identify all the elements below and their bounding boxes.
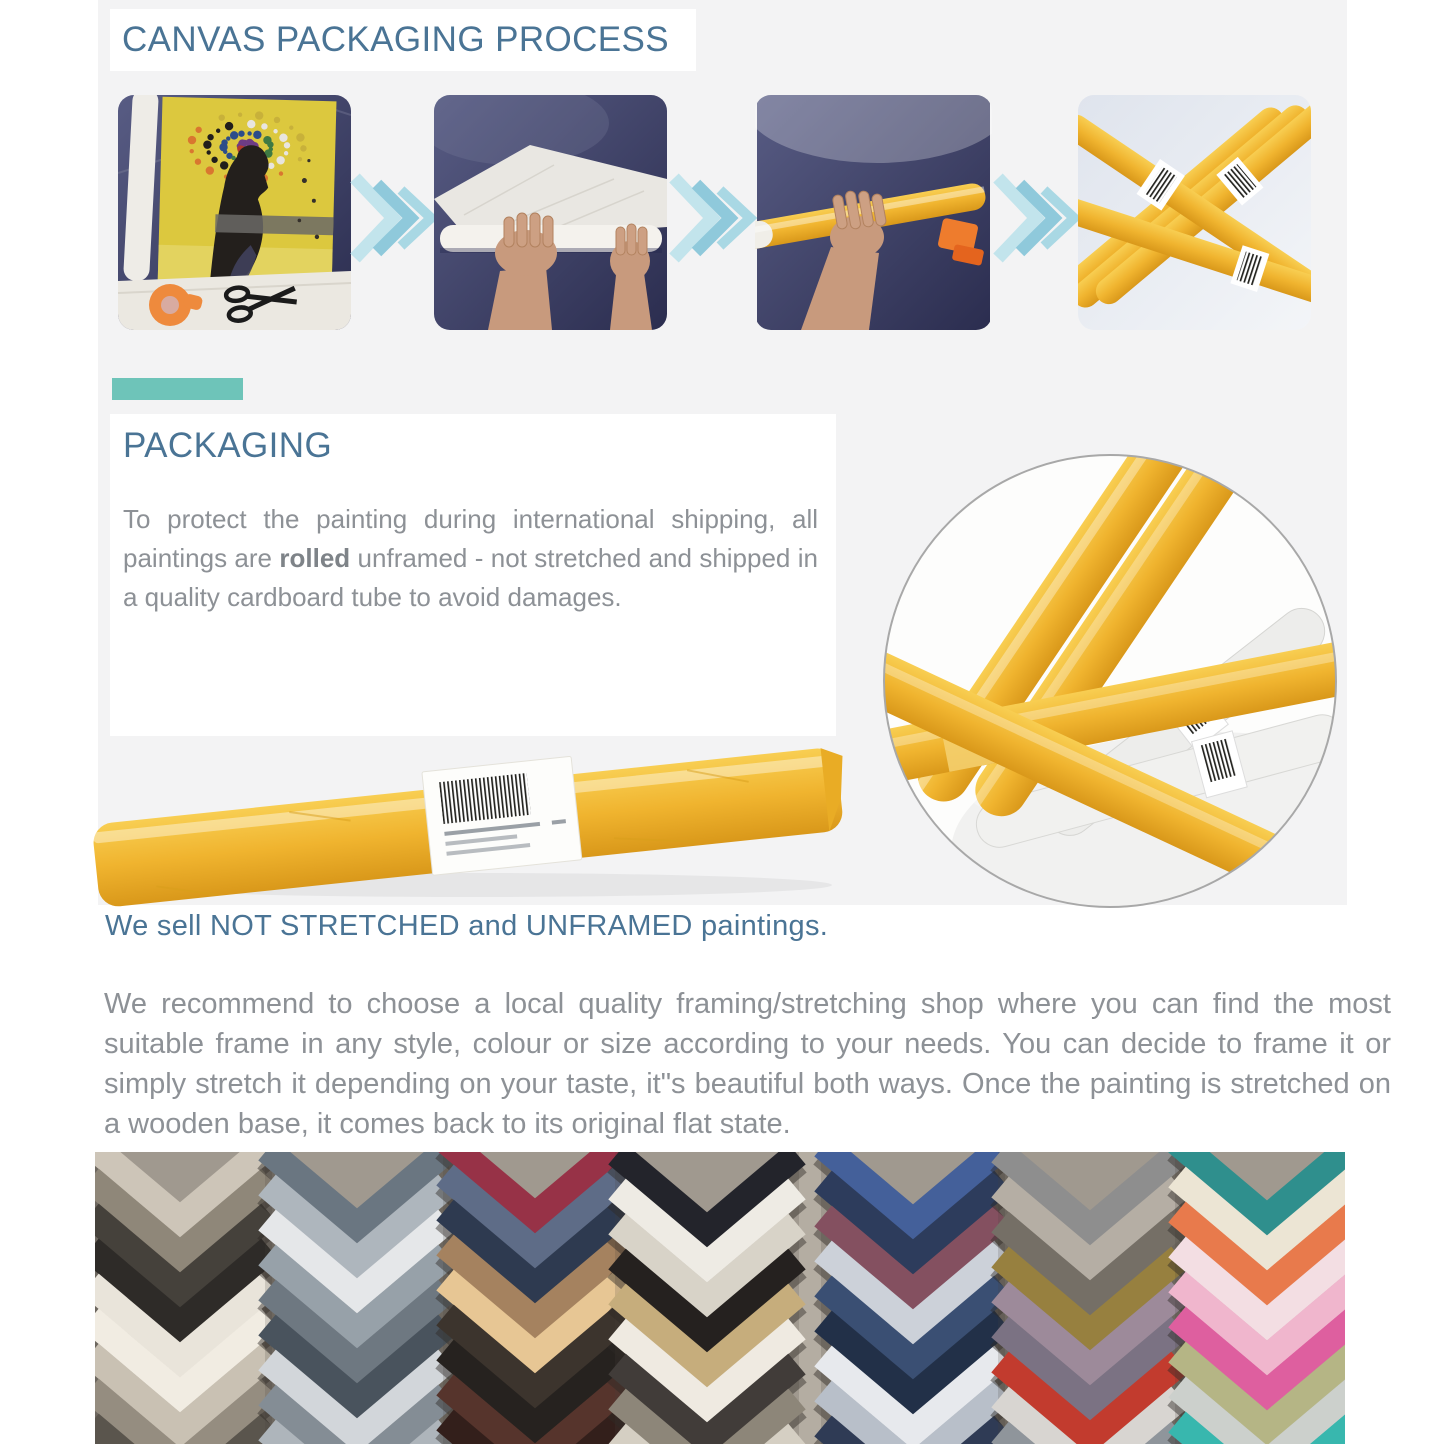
page-title: CANVAS PACKAGING PROCESS [122,20,670,59]
packaging-body-end: unframed - not stretched and shipped in a quality cardboard tube to avoid damages. [123,543,818,612]
process-photo-tape-roll [755,95,992,330]
packaging-heading: PACKAGING [123,426,333,465]
process-photo-cut-canvas [118,95,351,330]
section-title-box [110,9,696,71]
packaging-body [123,500,818,617]
packaging-body-start: To protect the painting during international shipping, all paintings are [123,504,818,573]
not-stretched-heading: We sell NOT STRETCHED and UNFRAMED paintings. [105,910,829,942]
rolled-tube-photo [92,733,858,908]
packaging-section [110,414,836,736]
framing-recommendation-body: We recommend to choose a local quality framing/stretching shop where you can find the most suitable frame in any style, colour or size according to your needs. You can decide to frame it or simply stretch it depending on your taste, it"s beautiful both ways. Once the painting is stretched on a wooden base, it comes back to its original flat state. [104,988,1391,1140]
wrapped-tubes-circle-photo [881,452,1339,910]
accent-bar [112,378,243,400]
chevron-right-icon [990,166,1082,270]
chevron-right-icon [666,166,758,270]
process-photo-roll-tissue [434,95,667,330]
packaging-body-bold: rolled [279,543,351,573]
chevron-right-icon [347,166,439,270]
frame-samples-photo [95,1152,1345,1444]
process-photo-wrapped-tubes [1078,95,1311,330]
